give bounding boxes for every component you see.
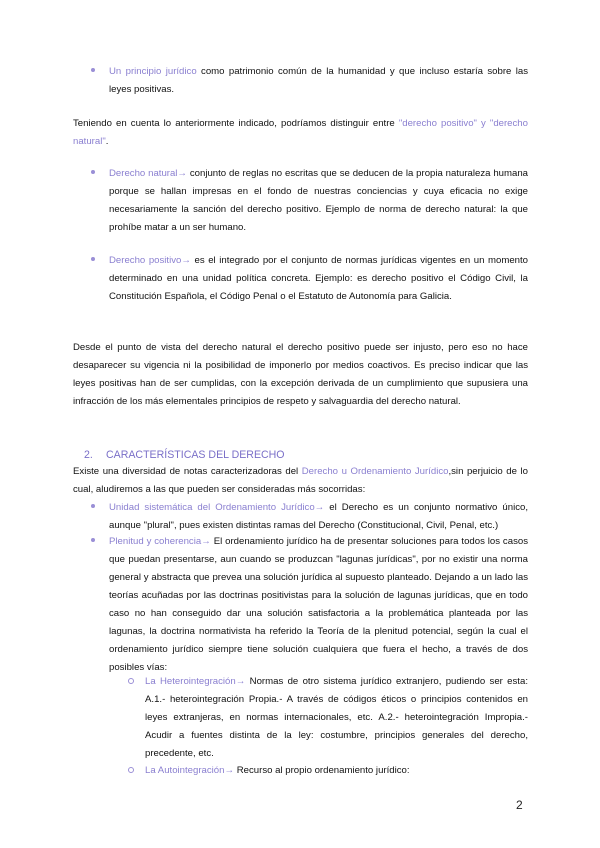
bullet-dot-icon (90, 499, 98, 507)
term-principio-juridico: Un principio jurídico (109, 66, 197, 77)
text-derecho-positivo: es el integrado por el conjunto de normas jurídicas vigentes en un momento determinado en una unidad política concreta. Ejemplo: es derecho positivo el Código Civil, la Constitución Española, el Código Penal o el Estatuto de Autonomía para Galicia. (109, 255, 528, 302)
list-item-autointegracion (145, 762, 528, 780)
text-autointegracion: Recurso al propio ordenamiento jurídico: (234, 765, 410, 776)
bullet-dot-icon (90, 533, 98, 541)
section-title: CARACTERÍSTICAS DEL DERECHO (106, 449, 285, 461)
list-item-principio (109, 63, 528, 99)
list-item-derecho-positivo (109, 252, 528, 306)
paragraph-intro (73, 463, 528, 499)
bullet-circle-icon (128, 762, 136, 770)
paragraph-punto-de-vista: Desde el punto de vista del derecho natural el derecho positivo puede ser injusto, pero eso no hace desaparecer su vigencia ni la posibilidad de imponerlo por medios coactivos. Es preciso indicar que las leyes positivas han de ser cumplidas, con la excepción derivada de un cumplimiento que supusiera una infracción de los más elementales principios de respeto y salvaguardia del derecho natural. (73, 342, 528, 407)
term-derecho-positivo: Derecho positivo→ (109, 255, 191, 266)
text-unidad: el Derecho es un conjunto normativo único, aunque "plural", pues existen distintas ramas del Derecho (Constitucional, Civil, Penal, etc.) (109, 502, 528, 531)
text-principio: como patrimonio común de la humanidad y que incluso estaría sobre las leyes positivas. (109, 66, 528, 95)
term-unidad: Unidad sistemática del Ordenamiento Jurídico→ (109, 502, 325, 513)
intro-text-end: ,sin perjuicio de lo cual, aludiremos a las que pueden ser consideradas más socorridas: (73, 466, 528, 495)
term-derecho-positivo-natural: "derecho positivo" y "derecho natural" (73, 118, 528, 147)
list-item-derecho-natural (109, 165, 528, 237)
bullet-dot-icon (90, 252, 98, 260)
term-derecho-natural: Derecho natural→ (109, 168, 188, 179)
list-item-unidad (109, 499, 528, 535)
term-ordenamiento: Derecho u Ordenamiento Jurídico (301, 466, 449, 477)
text-heterointegracion: Normas de otro sistema jurídico extranjero, pudiendo ser esta: A.1.- heterointegración Propia.- A través de códigos éticos o principios contenidos en leyes extranjeras, en normas internacionales, etc. A.2.- heterointegración Impropia.- Acudir a fuentes distinta de la ley: costumbre, principios generales del derecho, precedente, etc. (145, 676, 528, 759)
paragraph-distinguir (73, 115, 528, 151)
intro-text: Existe una diversidad de notas caracterizadoras del (73, 466, 302, 477)
paragraph-text-end: . (105, 136, 109, 147)
section-number: 2. (84, 449, 93, 461)
bullet-circle-icon (128, 673, 136, 681)
paragraph-text: Teniendo en cuenta lo anteriormente indicado, podríamos distinguir entre (73, 118, 399, 129)
term-heterointegracion: La Heterointegración→ (145, 676, 246, 687)
bullet-dot-icon (90, 63, 98, 71)
list-item-plenitud (109, 533, 528, 677)
page-number: 2 (516, 798, 523, 812)
list-item-heterointegracion (145, 673, 528, 763)
text-derecho-natural: conjunto de reglas no escritas que se deducen de la propia naturaleza humana porque se hallan impresas en el fondo de nuestras conciencias y cuya eficacia no exige necesariamente la sanción del derecho positivo. Ejemplo de norma de derecho natural: la que prohíbe matar a un ser humano. (109, 168, 528, 233)
text-plenitud: El ordenamiento jurídico ha de presentar soluciones para todos los casos que puedan presentarse, aun cuando se produzcan "lagunas jurídicas", por no existir una norma general y abstracta que prevea una solución jurídica al supuesto planteado. Dejando a un lado las teorías acuñadas por las doctrinas positivistas para la solución de lagunas jurídicas, que en todo caso no han conseguido dar una solución satisfactoria a la problemática planteada por las lagunas, la doctrina normativista ha referido la Teoría de la plenitud potencial, según la cual el ordenamiento jurídico siempre tiene solución cualquiera que fuera el hecho, a través de dos posibles vías: (109, 536, 528, 673)
bullet-dot-icon (90, 165, 98, 173)
section-heading (84, 446, 524, 464)
term-autointegracion: La Autointegración→ (145, 765, 235, 776)
term-plenitud: Plenitud y coherencia→ (109, 536, 211, 547)
